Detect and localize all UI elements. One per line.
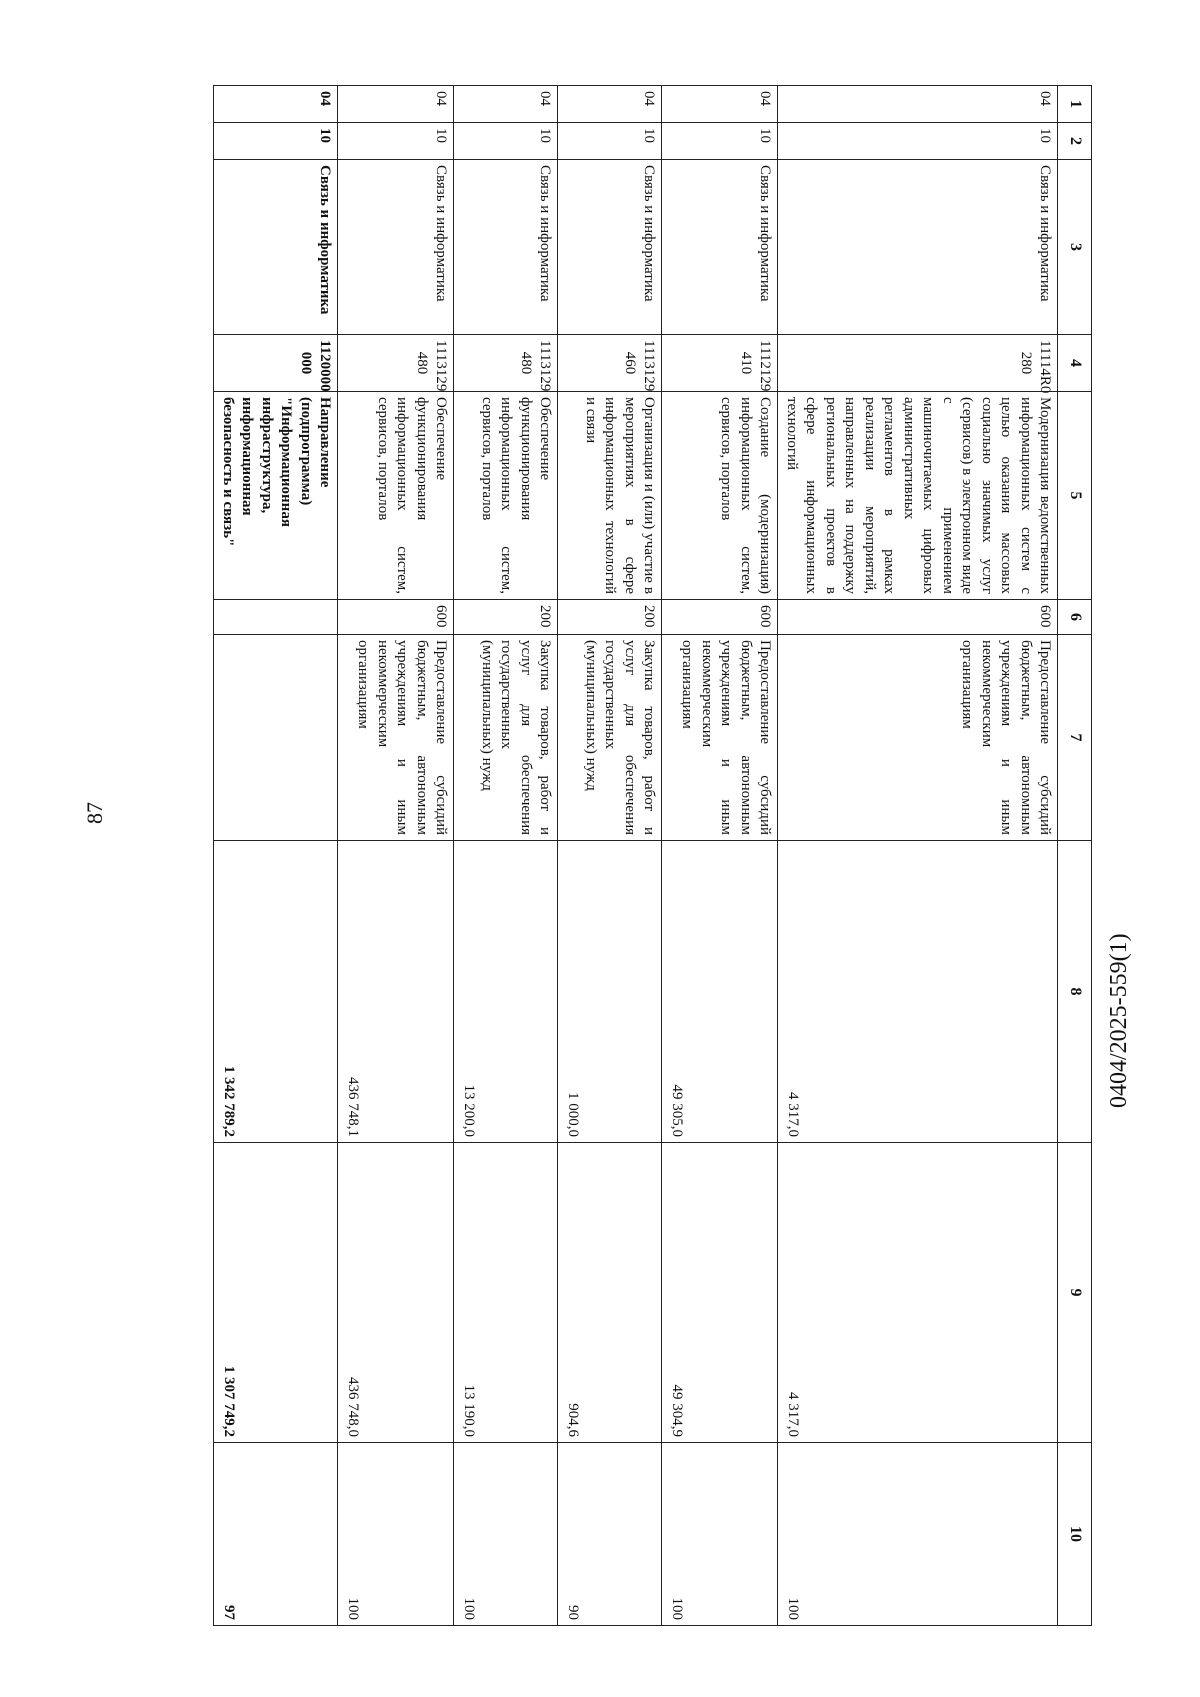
cell-target-code: 1120000 000 xyxy=(214,335,338,392)
cell-expense-name: Закупка товаров, работ и услуг для обеспечения государственных (муниципальных) нужд xyxy=(454,635,558,841)
cell-subsection: 10 xyxy=(454,123,558,160)
cell-section: 04 xyxy=(338,86,454,123)
cell-target-name: Организация и (или) участие в мероприятиях в сфере информационных технологий и связи xyxy=(558,392,662,600)
cell-target-name: Создание (модернизация) информационных систем, сервисов, порталов xyxy=(662,392,778,600)
budget-table xyxy=(213,85,1092,1626)
cell-subsection: 10 xyxy=(338,123,454,160)
cell-expense-name: Предоставление субсидий бюджетным, автономным учреждениям и иным некоммерческим организациям xyxy=(338,635,454,841)
cell-percent: 90 xyxy=(558,1443,662,1626)
header-col-1: 1 xyxy=(1058,86,1092,123)
rotated-table-container xyxy=(213,85,1092,1625)
header-col-8: 8 xyxy=(1058,841,1092,1143)
cell-executed: 1 307 749,2 xyxy=(214,1143,338,1443)
header-col-4: 4 xyxy=(1058,335,1092,392)
cell-subsection: 10 xyxy=(662,123,778,160)
cell-planned: 49 305,0 xyxy=(662,841,778,1143)
cell-percent: 100 xyxy=(662,1443,778,1626)
cell-expense-code xyxy=(214,600,338,635)
cell-section-name: Связь и информатика xyxy=(558,160,662,335)
header-row xyxy=(1058,86,1092,1626)
cell-planned: 436 748,1 xyxy=(338,841,454,1143)
cell-section: 04 xyxy=(558,86,662,123)
table-row xyxy=(558,86,662,1626)
cell-executed: 436 748,0 xyxy=(338,1143,454,1443)
header-col-2: 2 xyxy=(1058,123,1092,160)
cell-percent: 100 xyxy=(338,1443,454,1626)
cell-section: 04 xyxy=(454,86,558,123)
table-row xyxy=(662,86,778,1626)
cell-target-code: 1113129 480 xyxy=(454,335,558,392)
cell-percent: 97 xyxy=(214,1443,338,1626)
cell-section-name: Связь и информатика xyxy=(338,160,454,335)
cell-section: 04 xyxy=(662,86,778,123)
cell-expense-code: 600 xyxy=(662,600,778,635)
cell-expense-name: Предоставление субсидий бюджетным, автономным учреждениям и иным некоммерческим организациям xyxy=(778,635,1058,841)
cell-planned: 1 342 789,2 xyxy=(214,841,338,1143)
header-col-10: 10 xyxy=(1058,1443,1092,1626)
header-col-6: 6 xyxy=(1058,600,1092,635)
cell-executed: 13 190,0 xyxy=(454,1143,558,1443)
header-col-7: 7 xyxy=(1058,635,1092,841)
cell-section-name: Связь и информатика xyxy=(662,160,778,335)
cell-target-name: Обеспечение функционирования информационных систем, сервисов, порталов xyxy=(338,392,454,600)
cell-expense-name xyxy=(214,635,338,841)
cell-section-name: Связь и информатика xyxy=(214,160,338,335)
cell-target-code: 1113129 480 xyxy=(338,335,454,392)
cell-expense-code: 600 xyxy=(338,600,454,635)
cell-section: 04 xyxy=(778,86,1058,123)
table-row xyxy=(778,86,1058,1626)
table-row xyxy=(338,86,454,1626)
header-col-5: 5 xyxy=(1058,392,1092,600)
cell-expense-code: 200 xyxy=(454,600,558,635)
cell-subsection: 10 xyxy=(214,123,338,160)
cell-target-code: 11114R0 280 xyxy=(778,335,1058,392)
document-code: 0404/2025-559(1) xyxy=(1106,933,1132,1108)
cell-executed: 4 317,0 xyxy=(778,1143,1058,1443)
cell-subsection: 10 xyxy=(778,123,1058,160)
cell-executed: 49 304,9 xyxy=(662,1143,778,1443)
cell-section: 04 xyxy=(214,86,338,123)
page-number: 87 xyxy=(82,802,107,824)
table-row-subtotal xyxy=(214,86,338,1626)
cell-section-name: Связь и информатика xyxy=(454,160,558,335)
cell-subsection: 10 xyxy=(558,123,662,160)
cell-target-code: 1113129 460 xyxy=(558,335,662,392)
cell-planned: 1 000,0 xyxy=(558,841,662,1143)
header-col-3: 3 xyxy=(1058,160,1092,335)
cell-planned: 13 200,0 xyxy=(454,841,558,1143)
table-row xyxy=(454,86,558,1626)
cell-target-name: Направление (подпрограмма) "Информационная инфраструктура, информационная безопасность и связь" xyxy=(214,392,338,600)
cell-executed: 904,6 xyxy=(558,1143,662,1443)
cell-expense-name: Закупка товаров, работ и услуг для обеспечения государственных (муниципальных) нужд xyxy=(558,635,662,841)
cell-target-name: Модернизация ведомственных информационных систем с целью оказания массовых социально значимых услуг (сервисов) в электронном виде с применением машиночитаемых цифровых административных регламентов в рамках реализации мероприятий, направленных на поддержку региональных проектов в сфере информационных технологий xyxy=(778,392,1058,600)
cell-expense-code: 200 xyxy=(558,600,662,635)
cell-expense-name: Предоставление субсидий бюджетным, автономным учреждениям и иным некоммерческим организациям xyxy=(662,635,778,841)
cell-section-name: Связь и информатика xyxy=(778,160,1058,335)
cell-target-name: Обеспечение функционирования информационных систем, сервисов, порталов xyxy=(454,392,558,600)
header-col-9: 9 xyxy=(1058,1143,1092,1443)
cell-planned: 4 317,0 xyxy=(778,841,1058,1143)
cell-target-code: 1112129 410 xyxy=(662,335,778,392)
cell-percent: 100 xyxy=(454,1443,558,1626)
cell-expense-code: 600 xyxy=(778,600,1058,635)
cell-percent: 100 xyxy=(778,1443,1058,1626)
